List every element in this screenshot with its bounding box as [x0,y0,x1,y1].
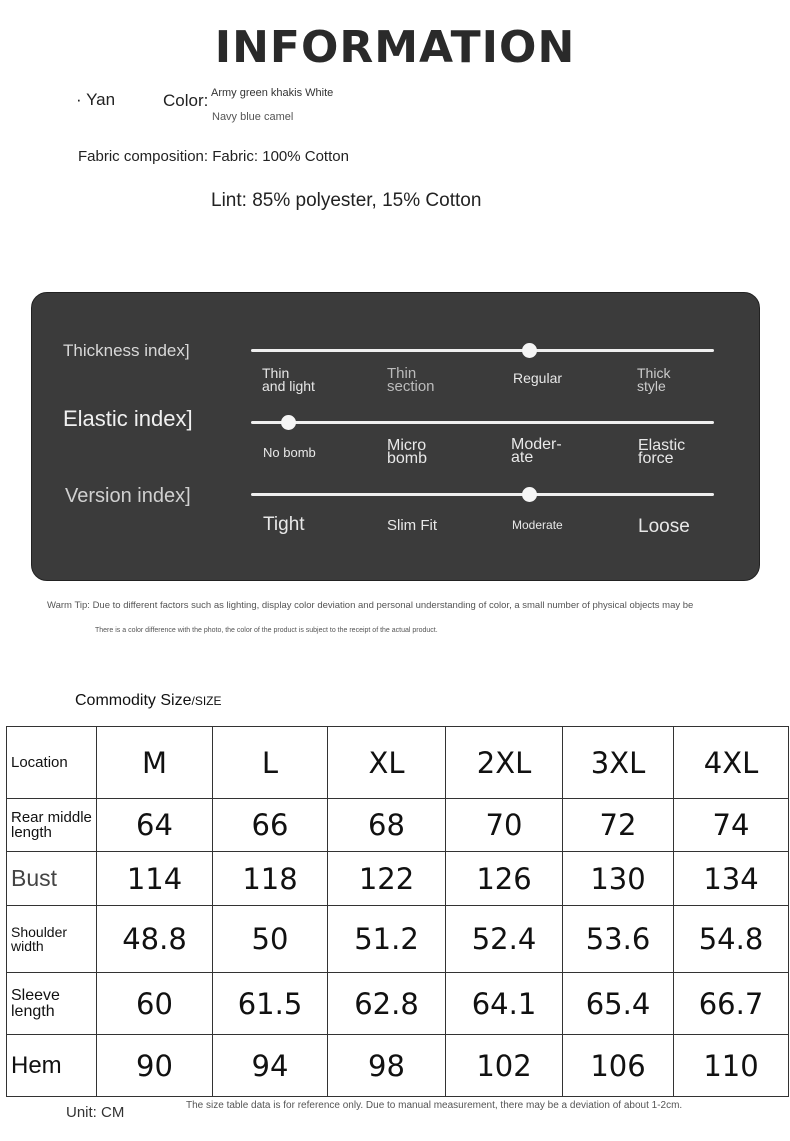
thickness-option: Thick style [637,365,671,394]
thickness-option: Regular [513,370,563,386]
size-header-4xl: 4XL [674,727,789,799]
table-cell: 52.4 [446,906,563,973]
table-cell: 64 [97,799,213,852]
table-cell: 61.5 [213,973,328,1035]
table-cell: 66.7 [674,973,789,1035]
table-cell: 74 [674,799,789,852]
size-table [6,726,789,1097]
table-cell: 118 [213,852,328,906]
lint-composition: Lint: 85% polyester, 15% Cotton [211,190,482,211]
table-row [7,799,789,852]
table-cell: 64.1 [446,973,563,1035]
table-row [7,852,789,906]
thickness-index-knob [522,343,537,358]
color-values-line2: Navy blue camel [212,111,294,123]
table-cell: 54.8 [674,906,789,973]
version-index-label: Version index] [65,485,191,507]
size-header-xl: XL [328,727,446,799]
row-label: Hem [7,1035,97,1097]
table-cell: 53.6 [563,906,674,973]
table-row [7,1035,789,1097]
table-cell: 114 [97,852,213,906]
table-cell: 102 [446,1035,563,1097]
size-heading-text: Commodity Size [75,692,192,709]
size-header-l: L [213,727,328,799]
table-cell: 90 [97,1035,213,1097]
table-row [7,973,789,1035]
color-label: Color: [163,91,209,110]
table-cell: 72 [563,799,674,852]
table-cell: 66 [213,799,328,852]
color-values-line1: Army green khakis White [211,87,334,99]
size-header-3xl: 3XL [563,727,674,799]
elastic-index-track [251,421,714,424]
table-cell: 70 [446,799,563,852]
page-title: INFORMATION [214,22,576,73]
table-cell: 48.8 [97,906,213,973]
elastic-option: No bomb [263,445,316,460]
version-option: Loose [638,516,690,537]
table-cell: 65.4 [563,973,674,1035]
warm-tip-line2: There is a color difference with the photo, the color of the product is subject to the receipt of the actual product. [95,627,438,634]
fabric-composition: Fabric composition: Fabric: 100% Cotton [78,148,349,165]
warm-tip-line1: Warm Tip: Due to different factors such as lighting, display color deviation and personal understanding of color, a small number of physical objects may be [47,600,694,611]
table-cell: 51.2 [328,906,446,973]
table-cell: 122 [328,852,446,906]
version-option: Tight [263,514,305,535]
version-option: Moderate [512,518,563,532]
elastic-index-knob [281,415,296,430]
table-row [7,906,789,973]
table-cell: 60 [97,973,213,1035]
table-cell: 126 [446,852,563,906]
table-cell: 50 [213,906,328,973]
thickness-option: Thin and light [262,365,315,394]
size-header-row [7,727,789,799]
version-option: Slim Fit [387,517,437,534]
row-label: Bust [7,852,97,906]
version-index-track [251,493,714,496]
table-cell: 62.8 [328,973,446,1035]
size-heading [75,692,222,710]
thickness-option: Thin section [387,365,435,395]
thickness-index-track [251,349,714,352]
elastic-option: Elastic force [638,437,686,467]
size-header-m: M [97,727,213,799]
index-panel [31,292,760,581]
elastic-option: Micro bomb [387,437,428,467]
row-label: Rear middle length [7,799,97,852]
size-heading-suffix: /SIZE [191,694,222,708]
location-header: Location [7,727,97,799]
table-cell: 98 [328,1035,446,1097]
table-cell: 134 [674,852,789,906]
size-header-2xl: 2XL [446,727,563,799]
yan-label: · Yan [76,90,116,109]
table-cell: 130 [563,852,674,906]
thickness-index-label: Thickness index] [63,341,190,360]
table-cell: 106 [563,1035,674,1097]
size-disclaimer: The size table data is for reference only. Due to manual measurement, there may be a deviation of about 1-2cm. [186,1100,683,1111]
table-cell: 68 [328,799,446,852]
elastic-option: Moder- ate [511,436,562,466]
row-label: Shoulder width [7,906,97,973]
version-index-knob [522,487,537,502]
unit-label: Unit: CM [66,1104,125,1121]
elastic-index-label: Elastic index] [63,406,193,431]
table-cell: 110 [674,1035,789,1097]
table-cell: 94 [213,1035,328,1097]
row-label: Sleeve length [7,973,97,1035]
